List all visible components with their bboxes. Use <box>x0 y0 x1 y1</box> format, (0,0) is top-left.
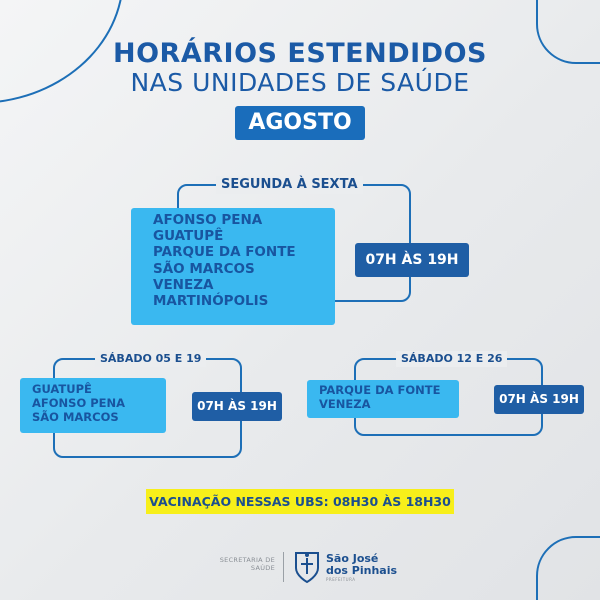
unit-name: SÃO MARCOS <box>153 260 255 277</box>
unit-name: GUATUPÊ <box>32 382 92 396</box>
footer-divider <box>283 552 284 582</box>
saturday-b-label: SÁBADO 12 E 26 <box>396 351 507 367</box>
unit-name: MARTINÓPOLIS <box>153 292 269 309</box>
secretaria-line-2: SAÚDE <box>250 563 275 572</box>
weekdays-hours-box: 07H ÀS 19H <box>355 243 469 277</box>
city-crest-icon <box>293 550 321 584</box>
unit-name: PARQUE DA FONTE <box>319 383 441 397</box>
weekdays-label: SEGUNDA À SEXTA <box>216 176 363 194</box>
unit-name: GUATUPÊ <box>153 228 224 245</box>
city-logo-text <box>326 553 397 576</box>
secretaria-label <box>215 557 275 573</box>
unit-name: AFONSO PENA <box>153 212 263 228</box>
unit-name: AFONSO PENA <box>32 395 126 410</box>
title-line-1: HORÁRIOS ESTENDIDOS <box>113 38 487 69</box>
city-name-line-2: dos Pinhais <box>326 563 398 577</box>
vaccination-notice: VACINAÇÃO NESSAS UBS: 08H30 ÀS 18H30 <box>146 489 454 514</box>
secretaria-line-1: SECRETARIA DE <box>219 556 275 564</box>
title-line-2: NAS UNIDADES DE SAÚDE <box>130 68 470 97</box>
saturday-a-label: SÁBADO 05 E 19 <box>95 351 206 367</box>
month-badge: AGOSTO <box>235 106 365 140</box>
city-subtitle: PREFEITURA <box>326 577 356 582</box>
weekdays-units-box <box>131 208 335 325</box>
city-name-line-1: São José <box>326 552 379 565</box>
saturday-b-units-box <box>307 380 459 418</box>
unit-name: PARQUE DA FONTE <box>153 244 296 261</box>
saturday-b-hours-box: 07H ÀS 19H <box>494 385 584 414</box>
saturday-a-units-box <box>20 378 166 433</box>
saturday-a-hours-box: 07H ÀS 19H <box>192 392 282 421</box>
unit-name: SÃO MARCOS <box>32 409 119 424</box>
decorative-arc-bottom-right <box>536 536 600 600</box>
unit-name: VENEZA <box>319 396 371 411</box>
unit-name: VENEZA <box>153 276 214 293</box>
